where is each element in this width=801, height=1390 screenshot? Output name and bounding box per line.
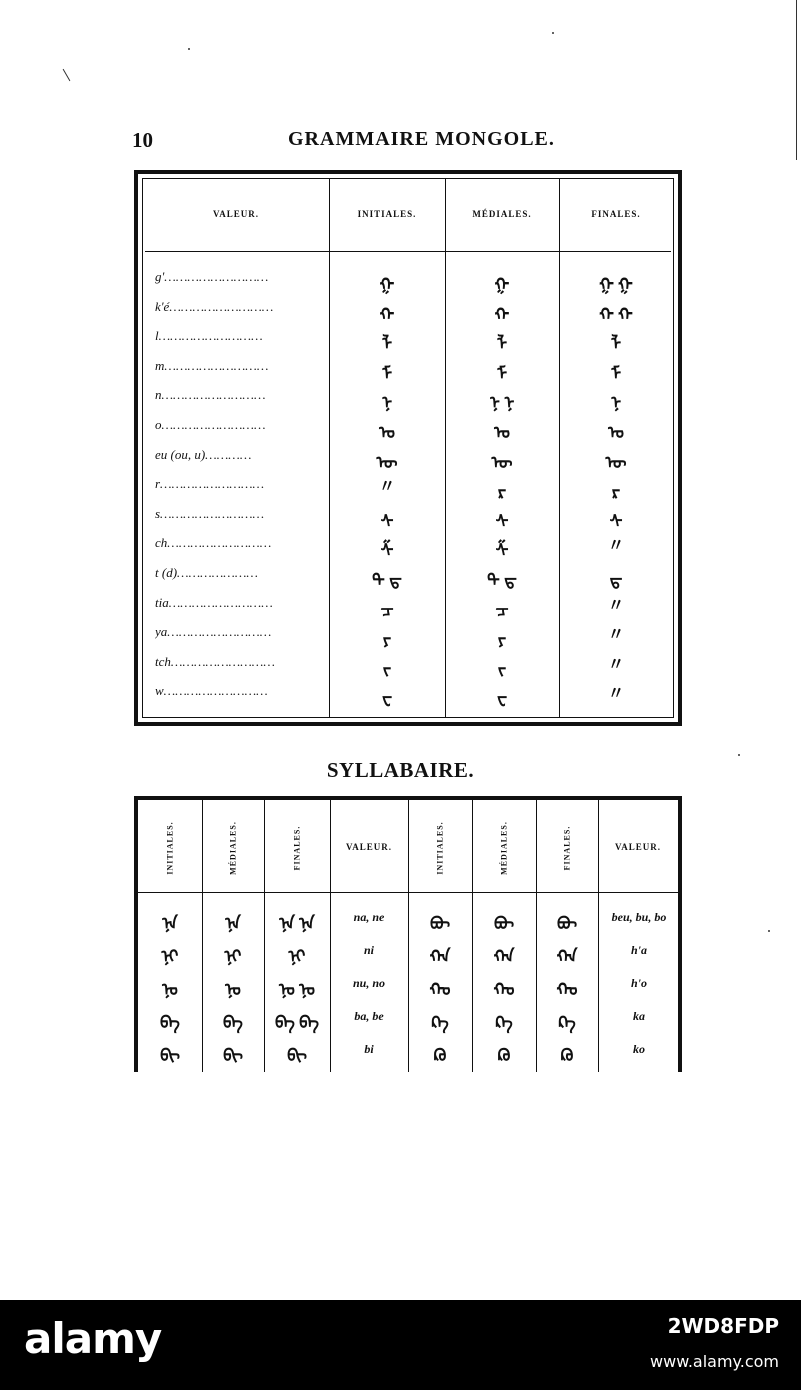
medial-form: ᠭ bbox=[494, 275, 510, 294]
alphabet-row bbox=[143, 679, 673, 709]
initial-form: ᠪᠦ bbox=[429, 914, 451, 933]
medial-form: ᠨ ᠨ bbox=[489, 393, 515, 413]
final-form: ᠨᠠ ᠨᠡ bbox=[279, 914, 315, 933]
header-initiales-right bbox=[430, 808, 450, 888]
header-rule bbox=[138, 892, 678, 893]
final-form: ᠪᠦ bbox=[556, 914, 578, 933]
final-form: ᠭ ᠭ bbox=[599, 275, 633, 294]
initial-form: ᠸ bbox=[381, 689, 393, 709]
initial-form: ᠣ bbox=[379, 423, 395, 442]
header-mediales-left bbox=[223, 808, 243, 888]
medial-form: ᠸ bbox=[496, 689, 508, 709]
medial-form: ᠪᠠ bbox=[223, 1013, 243, 1032]
initial-form: ᠨᠢ bbox=[161, 947, 179, 966]
final-form: ᠨ bbox=[610, 393, 622, 413]
medial-form: ᠣ bbox=[494, 423, 510, 442]
medial-form: ᠪᠢ bbox=[223, 1046, 243, 1065]
final-form: ᠺᠣ bbox=[560, 1046, 574, 1065]
final-form: 〃 bbox=[607, 684, 625, 704]
medial-form: ᠰ bbox=[495, 511, 509, 531]
page-edge-line bbox=[796, 0, 797, 160]
initial-form: 〃 bbox=[378, 477, 396, 497]
alphabet-row bbox=[143, 472, 673, 502]
medial-form: ᠪᠦ bbox=[493, 914, 515, 933]
header-finales: FINALES. bbox=[591, 209, 641, 219]
header-mediales-right bbox=[494, 808, 514, 888]
initial-form: ᠬᠣ bbox=[429, 980, 451, 999]
medial-form: ᠱ bbox=[495, 541, 509, 561]
syllable-row bbox=[138, 1003, 678, 1035]
header-finales-right bbox=[557, 808, 577, 888]
syllabaire-title: SYLLABAIRE. bbox=[326, 758, 475, 782]
medial-form: ᠥ bbox=[491, 452, 513, 472]
letter-value: ya……………………… bbox=[155, 624, 272, 640]
initial-form: ᠯ bbox=[381, 334, 393, 354]
alphabet-row bbox=[143, 502, 673, 532]
book-title: GRAMMAIRE MONGOLE. bbox=[288, 128, 555, 150]
medial-form: ᠨᠣ bbox=[225, 980, 241, 999]
syllable-value: beu, bu, bo bbox=[611, 910, 667, 924]
syllable-value: bi bbox=[364, 1042, 374, 1056]
letter-value: eu (ou, u)………… bbox=[155, 446, 252, 462]
syllable-value: nu, no bbox=[352, 976, 386, 990]
alphabet-row bbox=[143, 324, 673, 354]
final-form: 〃 bbox=[607, 654, 625, 674]
medial-form: ᠲ ᠳ bbox=[487, 571, 517, 590]
medial-form: ᠺᠠ bbox=[495, 1013, 513, 1032]
alphabet-row bbox=[143, 591, 673, 621]
initial-form: ᠥ bbox=[376, 452, 398, 472]
syllable-value: h'a bbox=[630, 943, 647, 957]
header-initiales-left bbox=[160, 808, 180, 888]
medial-form: ᠬ bbox=[494, 304, 510, 324]
header-text: INITIALES. bbox=[165, 821, 175, 875]
alphabet-row bbox=[143, 620, 673, 650]
header-text: FINALES. bbox=[292, 825, 302, 871]
letter-value: o……………………… bbox=[155, 417, 266, 432]
watermark-footer bbox=[0, 1300, 801, 1390]
letter-value: g'……………………… bbox=[155, 269, 269, 284]
ink-speck bbox=[552, 32, 554, 34]
syllable-value: ko bbox=[633, 1042, 645, 1056]
alphabet-row bbox=[143, 561, 673, 591]
initial-form: ᠱ bbox=[380, 541, 394, 561]
syllable-value: na, ne bbox=[353, 910, 385, 924]
initial-form: ᠰ bbox=[380, 511, 394, 531]
header-text: INITIALES. bbox=[435, 821, 445, 875]
syllable-value: ni bbox=[363, 943, 374, 957]
letter-value: tia……………………… bbox=[155, 594, 273, 610]
final-form: ᠯ bbox=[610, 334, 622, 354]
initial-form: ᠮ bbox=[381, 363, 393, 383]
final-form: ᠮ bbox=[610, 363, 622, 383]
syllable-row bbox=[138, 904, 678, 936]
initial-form: ᠲ ᠳ bbox=[372, 571, 402, 590]
alphabet-table bbox=[134, 170, 682, 726]
syllable-value: h'o bbox=[630, 976, 647, 990]
syllable-value: ka bbox=[633, 1009, 645, 1023]
letter-value: ch……………………… bbox=[155, 535, 272, 551]
final-form: ᠰ bbox=[609, 511, 623, 531]
final-form: ᠷ bbox=[611, 482, 621, 502]
syllable-value: ba, be bbox=[354, 1009, 384, 1023]
initial-form: ᠨᠠ bbox=[162, 914, 178, 933]
syllabaire-table bbox=[134, 796, 682, 1072]
initial-form: ᠭ bbox=[379, 275, 395, 294]
final-form: ᠬᠠ bbox=[556, 947, 578, 966]
alphabet-row bbox=[143, 531, 673, 561]
ink-mark bbox=[63, 69, 71, 82]
brand-logo: alamy bbox=[24, 1314, 162, 1363]
letter-value: r……………………… bbox=[155, 476, 265, 492]
initial-form: ᠪᠢ bbox=[160, 1046, 180, 1065]
header-initiales: INITIALES. bbox=[357, 209, 417, 219]
alphabet-row bbox=[143, 383, 673, 413]
initial-form: ᠪᠠ bbox=[160, 1013, 180, 1032]
alphabet-row bbox=[143, 265, 673, 295]
final-form: ᠨᠢ bbox=[288, 947, 306, 966]
initial-form: ᠬ bbox=[379, 304, 395, 324]
header-valeur-left: VALEUR. bbox=[345, 842, 393, 852]
final-form: ᠳ bbox=[609, 571, 623, 590]
alphabet-table-inner-border bbox=[142, 178, 674, 718]
medial-form: ᠵ bbox=[497, 659, 507, 679]
letter-value: k'é……………………… bbox=[155, 298, 274, 314]
medial-form: ᠷ bbox=[497, 482, 507, 502]
syllable-row bbox=[138, 970, 678, 1002]
letter-value: t (d)………………… bbox=[155, 565, 258, 580]
initial-form: ᠵ bbox=[382, 659, 392, 679]
alphabet-row bbox=[143, 443, 673, 473]
medial-form: ᠨᠠ bbox=[225, 914, 241, 933]
letter-value: l……………………… bbox=[155, 328, 263, 344]
header-text: MÉDIALES. bbox=[499, 821, 509, 875]
letter-value: s……………………… bbox=[155, 505, 265, 521]
final-form: ᠪᠠ ᠪᠡ bbox=[274, 1013, 320, 1032]
page-number: 10 bbox=[132, 128, 153, 152]
medial-form: ᠬᠠ bbox=[493, 947, 515, 966]
initial-form: ᠶ bbox=[382, 630, 392, 650]
final-form: ᠬ ᠬ bbox=[599, 304, 633, 324]
ink-speck bbox=[188, 48, 190, 50]
initial-form: ᠺᠠ bbox=[431, 1013, 449, 1032]
syllable-row bbox=[138, 937, 678, 969]
final-form: ᠪᠢ bbox=[287, 1046, 307, 1065]
ink-speck bbox=[768, 930, 770, 932]
initial-form: ᠴ bbox=[380, 600, 394, 620]
initial-form: ᠨ bbox=[381, 393, 393, 413]
header-text: FINALES. bbox=[562, 825, 572, 871]
letter-value: tch……………………… bbox=[155, 653, 275, 669]
image-reference: 2WD8FDP bbox=[667, 1314, 779, 1338]
final-form: 〃 bbox=[607, 536, 625, 556]
medial-form: ᠮ bbox=[496, 363, 508, 383]
alphabet-row bbox=[143, 650, 673, 680]
header-valeur-right: VALEUR. bbox=[614, 842, 662, 852]
header-finales-left bbox=[287, 808, 307, 888]
final-form: 〃 bbox=[607, 625, 625, 645]
running-head bbox=[132, 128, 681, 156]
final-form: ᠺᠠ bbox=[558, 1013, 576, 1032]
header-mediales: MÉDIALES. bbox=[472, 209, 532, 219]
header-text: MÉDIALES. bbox=[228, 821, 238, 875]
letter-value: w……………………… bbox=[155, 683, 268, 699]
initial-form: ᠬᠠ bbox=[429, 947, 451, 966]
header-rule bbox=[145, 251, 671, 252]
alphabet-row bbox=[143, 354, 673, 384]
initial-form: ᠺᠣ bbox=[433, 1046, 447, 1065]
medial-form: ᠶ bbox=[497, 630, 507, 650]
initial-form: ᠨᠣ bbox=[162, 980, 178, 999]
medial-form: ᠯ bbox=[496, 334, 508, 354]
ink-speck bbox=[738, 754, 740, 756]
letter-value: n……………………… bbox=[155, 387, 266, 403]
syllable-row bbox=[138, 1036, 678, 1068]
medial-form: ᠺᠣ bbox=[497, 1046, 511, 1065]
alphabet-row bbox=[143, 295, 673, 325]
final-form: ᠣ bbox=[608, 423, 624, 442]
medial-form: ᠨᠢ bbox=[224, 947, 242, 966]
medial-form: ᠴ bbox=[495, 600, 509, 620]
letter-value: m……………………… bbox=[155, 357, 269, 373]
medial-form: ᠬᠣ bbox=[493, 980, 515, 999]
final-form: ᠨᠣ ᠨᠣ bbox=[279, 980, 315, 999]
final-form: ᠬᠣ bbox=[556, 980, 578, 999]
final-form: 〃 bbox=[607, 595, 625, 615]
final-form: ᠥ bbox=[605, 452, 627, 472]
alphabet-row bbox=[143, 413, 673, 443]
site-url: www.alamy.com bbox=[650, 1352, 779, 1371]
header-valeur: VALEUR. bbox=[212, 209, 260, 219]
